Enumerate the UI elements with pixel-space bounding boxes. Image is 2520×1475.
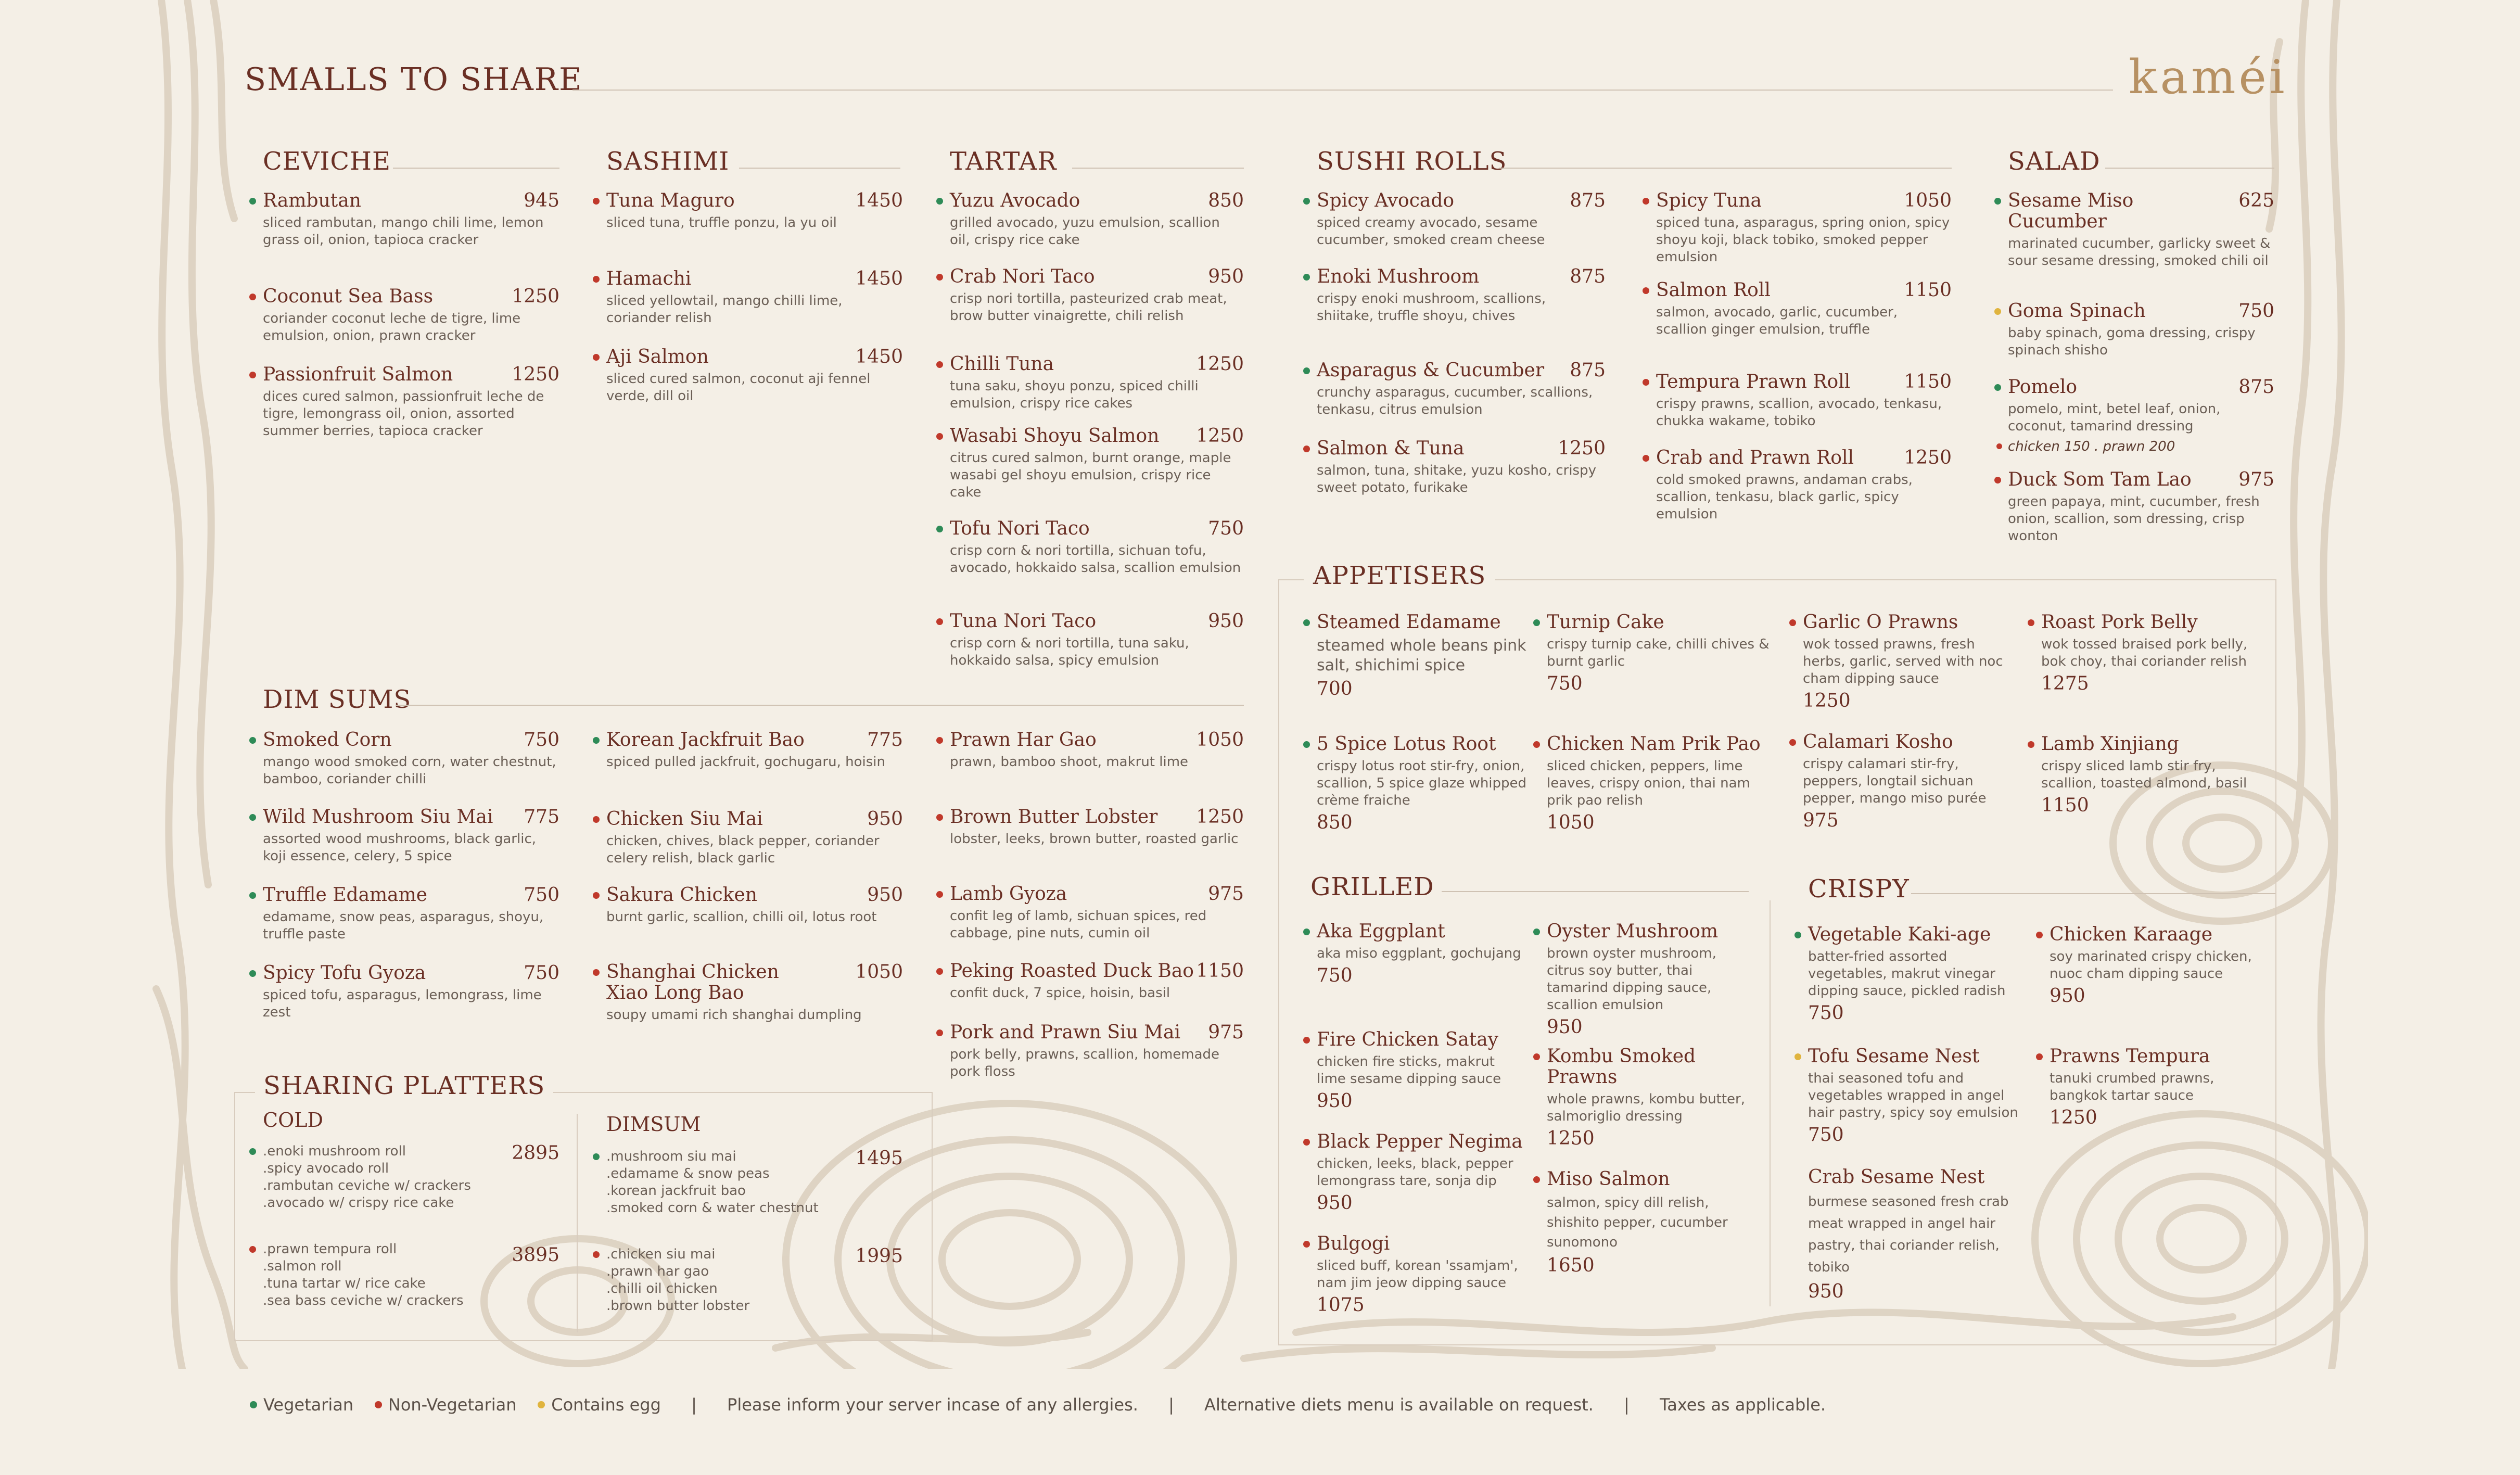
- platter-item: 1995 .chicken siu mai .prawn har gao .chilli oil chicken .brown butter lobster: [606, 1246, 903, 1315]
- nonveg-dot-icon: [936, 891, 943, 898]
- menu-item: Chicken Siu Mai 950 chicken, chives, black pepper, coriander celery relish, black garlic: [606, 809, 903, 867]
- veg-dot-icon: [1303, 274, 1310, 281]
- veg-dot-icon: [249, 814, 256, 821]
- section-title-dim-sums: DIM SUMS: [263, 685, 412, 714]
- section-title-tartar: TARTAR: [950, 147, 1057, 176]
- veg-dot-icon: [1994, 384, 2001, 391]
- platter-item: 2895 .enoki mushroom roll .spicy avocado roll .rambutan ceviche w/ crackers .avocado w/ crispy rice cake: [263, 1143, 559, 1212]
- menu-item: Tofu Nori Taco 750 crisp corn & nori tortilla, sichuan tofu, avocado, hokkaido salsa, scallion emulsion: [950, 518, 1244, 577]
- menu-item: Yuzu Avocado 850 grilled avocado, yuzu emulsion, scallion oil, crispy rice cake: [950, 190, 1244, 249]
- section-rule: [1911, 893, 2275, 894]
- menu-item: Aji Salmon 1450 sliced cured salmon, coconut aji fennel verde, dill oil: [606, 347, 903, 405]
- column-divider: [1770, 900, 1771, 1306]
- section-title-salad: SALAD: [2008, 147, 2101, 176]
- menu-item: Hamachi 1450 sliced yellowtail, mango chilli lime, coriander relish: [606, 269, 903, 327]
- legend-contains-egg: Contains egg: [538, 1395, 661, 1415]
- menu-item: Lamb Xinjiang crispy sliced lamb stir fry, scallion, toasted almond, basil 1150: [2041, 734, 2270, 816]
- platter-title-cold: COLD: [263, 1109, 323, 1131]
- menu-item: Wasabi Shoyu Salmon 1250 citrus cured salmon, burnt orange, maple wasabi gel shoyu emulsion, crispy rice cake: [950, 426, 1244, 501]
- menu-item: Turnip Cake crispy turnip cake, chilli chives & burnt garlic 750: [1547, 612, 1776, 694]
- menu-item: Shanghai Chicken Xiao Long Bao 1050 soupy umami rich shanghai dumpling: [606, 962, 903, 1024]
- section-rule: [1442, 891, 1749, 892]
- nonveg-dot-icon: [1533, 1176, 1540, 1183]
- section-title-appetisers: APPETISERS: [1304, 561, 1495, 590]
- menu-item: Oyster Mushroom brown oyster mushroom, citrus soy butter, thai tamarind dipping sauce, scallion emulsion 950: [1547, 921, 1755, 1038]
- veg-dot-icon: [936, 198, 943, 205]
- veg-dot-icon: [249, 1148, 256, 1155]
- nonveg-dot-icon: [1533, 1053, 1540, 1060]
- egg-dot-icon: [1994, 308, 2001, 315]
- nonveg-dot-icon: [1789, 619, 1796, 626]
- nonveg-dot-icon: [1303, 446, 1310, 452]
- veg-dot-icon: [1303, 929, 1310, 935]
- menu-item: Spicy Tuna 1050 spiced tuna, asparagus, spring onion, spicy shoyu koji, black tobiko, smoked pepper emulsion: [1656, 190, 1952, 266]
- nonveg-dot-icon: [2028, 741, 2034, 748]
- menu-item: Spicy Avocado 875 spiced creamy avocado, sesame cucumber, smoked cream cheese: [1317, 190, 1606, 249]
- egg-dot-icon: [1794, 1053, 1801, 1060]
- menu-item: Bulgogi sliced buff, korean 'ssamjam', nam jim jeow dipping sauce 1075: [1317, 1234, 1525, 1316]
- nonveg-dot-icon: [1643, 379, 1649, 386]
- nonveg-dot-icon: [593, 1251, 600, 1258]
- veg-dot-icon: [250, 1401, 257, 1408]
- platter-title-dimsum: DIMSUM: [606, 1113, 701, 1136]
- section-rule: [396, 705, 1244, 706]
- menu-item: Salmon & Tuna 1250 salmon, tuna, shitake, yuzu kosho, crispy sweet potato, furikake: [1317, 438, 1606, 497]
- menu-item: Sakura Chicken 950 burnt garlic, scallion, chilli oil, lotus root: [606, 885, 903, 926]
- footer-separator: |: [1624, 1395, 1630, 1415]
- section-title-sashimi: SASHIMI: [606, 147, 730, 176]
- menu-item: Tuna Maguro 1450 sliced tuna, truffle ponzu, la yu oil: [606, 190, 903, 232]
- menu-item: Prawns Tempura tanuki crumbed prawns, bangkok tartar sauce 1250: [2050, 1046, 2268, 1128]
- menu-item: Smoked Corn 750 mango wood smoked corn, water chestnut, bamboo, coriander chilli: [263, 730, 559, 788]
- menu-item: Crab Nori Taco 950 crisp nori tortilla, pasteurized crab meat, brow butter vinaigrette, chili relish: [950, 266, 1244, 325]
- page-title: SMALLS TO SHARE: [245, 61, 583, 98]
- veg-dot-icon: [1303, 619, 1310, 626]
- menu-item: Spicy Tofu Gyoza 750 spiced tofu, asparagus, lemongrass, lime zest: [263, 963, 559, 1021]
- menu-item: Garlic O Prawns wok tossed prawns, fresh herbs, garlic, served with noc cham dipping sauce 1250: [1803, 612, 2021, 711]
- veg-dot-icon: [1303, 198, 1310, 205]
- nonveg-dot-icon: [593, 276, 600, 283]
- nonveg-dot-icon: [1643, 287, 1649, 294]
- menu-item: Fire Chicken Satay chicken fire sticks, makrut lime sesame dipping sauce 950: [1317, 1029, 1525, 1112]
- veg-dot-icon: [1994, 198, 2001, 205]
- menu-item: Tempura Prawn Roll 1150 crispy prawns, scallion, avocado, tenkasu, chukka wakame, tobiko: [1656, 372, 1952, 430]
- nonveg-dot-icon: [936, 814, 943, 821]
- menu-item: Pomelo 875 pomelo, mint, betel leaf, onion, coconut, tamarind dressing chicken 150 . prawn 200: [2008, 377, 2274, 455]
- veg-dot-icon: [1533, 619, 1540, 626]
- section-title-sharing-platters: SHARING PLATTERS: [255, 1071, 553, 1100]
- menu-item: Lamb Gyoza 975 confit leg of lamb, sichuan spices, red cabbage, pine nuts, cumin oil: [950, 884, 1244, 942]
- menu-item: Korean Jackfruit Bao 775 spiced pulled jackfruit, gochugaru, hoisin: [606, 730, 903, 771]
- menu-item: Passionfruit Salmon 1250 dices cured salmon, passionfruit leche de tigre, lemongrass oil, onion, assorted summer berries, tapioca cracker: [263, 364, 559, 440]
- nonveg-dot-icon: [936, 737, 943, 744]
- menu-item-note: chicken 150 . prawn 200: [2008, 438, 2274, 455]
- allergy-note: Please inform your server incase of any allergies.: [727, 1395, 1138, 1415]
- menu-item: Peking Roasted Duck Bao 1150 confit duck, 7 spice, hoisin, basil: [950, 961, 1244, 1002]
- tax-note: Taxes as applicable.: [1659, 1395, 1826, 1415]
- section-title-ceviche: CEVICHE: [263, 147, 391, 176]
- menu-item: Crab Sesame Nest burmese seasoned fresh crab meat wrapped in angel hair pastry, thai coriander relish, tobiko 950: [1808, 1166, 2009, 1302]
- nonveg-dot-icon: [593, 969, 600, 976]
- nonveg-dot-icon: [936, 361, 943, 368]
- nonveg-dot-icon: [593, 892, 600, 899]
- nonveg-dot-icon: [936, 274, 943, 281]
- egg-dot-icon: [538, 1401, 545, 1408]
- menu-item: Chicken Karaage soy marinated crispy chicken, nuoc cham dipping sauce 950: [2050, 924, 2268, 1007]
- nonveg-dot-icon: [1789, 739, 1796, 746]
- menu-item: Vegetable Kaki-age batter-fried assorted vegetables, makrut vinegar dipping sauce, pickled radish 750: [1808, 924, 2027, 1024]
- menu-item: Salmon Roll 1150 salmon, avocado, garlic, cucumber, scallion ginger emulsion, truffle: [1656, 280, 1952, 338]
- menu-item: Pork and Prawn Siu Mai 975 pork belly, prawns, scallion, homemade pork floss: [950, 1022, 1244, 1080]
- brand-logo: kaméi: [2129, 50, 2288, 105]
- menu-item: Goma Spinach 750 baby spinach, goma dressing, crispy spinach shisho: [2008, 301, 2274, 359]
- nonveg-dot-icon: [593, 198, 600, 205]
- section-rule: [1072, 168, 1244, 169]
- veg-dot-icon: [593, 737, 600, 744]
- platter-item: 1495 .mushroom siu mai .edamame & snow peas .korean jackfruit bao .smoked corn & water chestnut: [606, 1148, 903, 1217]
- veg-dot-icon: [1303, 367, 1310, 374]
- section-rule: [739, 168, 900, 169]
- nonveg-dot-icon: [936, 433, 943, 440]
- nonveg-dot-icon: [936, 968, 943, 975]
- menu-item: Kombu Smoked Prawns whole prawns, kombu butter, salmoriglio dressing 1250: [1547, 1046, 1755, 1149]
- legend-non-vegetarian: Non-Vegetarian: [375, 1395, 517, 1415]
- nonveg-dot-icon: [1996, 443, 2002, 449]
- menu-item: Aka Eggplant aka miso eggplant, gochujang 750: [1317, 921, 1525, 986]
- nonveg-dot-icon: [1303, 1241, 1310, 1248]
- diet-note: Alternative diets menu is available on request.: [1204, 1395, 1594, 1415]
- header-rule: [572, 90, 2113, 91]
- nonveg-dot-icon: [1533, 741, 1540, 748]
- veg-dot-icon: [249, 198, 256, 205]
- nonveg-dot-icon: [2036, 1053, 2043, 1060]
- section-title-sushi-rolls: SUSHI ROLLS: [1317, 147, 1507, 176]
- menu-item: Asparagus & Cucumber 875 crunchy asparagus, cucumber, scallions, tenkasu, citrus emulsion: [1317, 360, 1606, 418]
- menu-item: 5 Spice Lotus Root crispy lotus root stir-fry, onion, scallion, 5 spice glaze whipped crème fraiche 850: [1317, 734, 1535, 833]
- menu-item: Duck Som Tam Lao 975 green papaya, mint, cucumber, fresh onion, scallion, som dressing, crisp wonton: [2008, 469, 2274, 545]
- veg-dot-icon: [249, 970, 256, 977]
- veg-dot-icon: [249, 892, 256, 899]
- nonveg-dot-icon: [375, 1401, 382, 1408]
- menu-item: Steamed Edamame steamed whole beans pink salt, shichimi spice 700: [1317, 612, 1535, 700]
- menu-item: Brown Butter Lobster 1250 lobster, leeks, brown butter, roasted garlic: [950, 807, 1244, 848]
- menu-item: Tuna Nori Taco 950 crisp corn & nori tortilla, tuna saku, hokkaido salsa, spicy emulsion: [950, 611, 1244, 669]
- menu-item: Miso Salmon salmon, spicy dill relish, shishito pepper, cucumber sunomono 1650: [1547, 1169, 1755, 1276]
- nonveg-dot-icon: [249, 372, 256, 378]
- menu-item: Rambutan 945 sliced rambutan, mango chili lime, lemon grass oil, onion, tapioca cracker: [263, 190, 559, 249]
- menu-item: Chilli Tuna 1250 tuna saku, shoyu ponzu, spiced chilli emulsion, crispy rice cakes: [950, 354, 1244, 412]
- platter-item: 3895 .prawn tempura roll .salmon roll .tuna tartar w/ rice cake .sea bass ceviche w/ crackers: [263, 1241, 559, 1309]
- menu-item: Black Pepper Negima chicken, leeks, black, pepper lemongrass tare, sonja dip 950: [1317, 1131, 1525, 1214]
- menu-item: Chicken Nam Prik Pao sliced chicken, peppers, lime leaves, crispy onion, thai nam prik pao relish 1050: [1547, 734, 1776, 833]
- menu-item: Coconut Sea Bass 1250 coriander coconut leche de tigre, lime emulsion, onion, prawn cracker: [263, 286, 559, 345]
- menu-item: Tofu Sesame Nest thai seasoned tofu and vegetables wrapped in angel hair pastry, spicy soy emulsion 750: [1808, 1046, 2027, 1146]
- section-title-crispy: CRISPY: [1808, 874, 1910, 904]
- menu-item: Roast Pork Belly wok tossed braised pork belly, bok choy, thai coriander relish 1275: [2041, 612, 2270, 694]
- column-divider: [577, 1114, 578, 1332]
- section-title-grilled: GRILLED: [1310, 872, 1434, 901]
- menu-item: Enoki Mushroom 875 crispy enoki mushroom, scallions, shiitake, truffle shoyu, chives: [1317, 266, 1606, 325]
- veg-dot-icon: [593, 1153, 600, 1160]
- veg-dot-icon: [1533, 929, 1540, 935]
- menu-item: Crab and Prawn Roll 1250 cold smoked prawns, andaman crabs, scallion, tenkasu, black garlic, spicy emulsion: [1656, 448, 1952, 523]
- nonveg-dot-icon: [593, 354, 600, 361]
- footer-separator: |: [1168, 1395, 1174, 1415]
- menu-item: Wild Mushroom Siu Mai 775 assorted wood mushrooms, black garlic, koji essence, celery, 5 spice: [263, 807, 559, 865]
- nonveg-dot-icon: [936, 1029, 943, 1036]
- veg-dot-icon: [936, 526, 943, 532]
- menu-item: Prawn Har Gao 1050 prawn, bamboo shoot, makrut lime: [950, 730, 1244, 771]
- nonveg-dot-icon: [1643, 455, 1649, 462]
- nonveg-dot-icon: [936, 618, 943, 625]
- nonveg-dot-icon: [1643, 198, 1649, 205]
- nonveg-dot-icon: [249, 294, 256, 300]
- nonveg-dot-icon: [2036, 932, 2043, 938]
- nonveg-dot-icon: [1994, 477, 2001, 484]
- footer-separator: |: [691, 1395, 697, 1415]
- menu-item: Truffle Edamame 750 edamame, snow peas, asparagus, shoyu, truffle paste: [263, 885, 559, 943]
- veg-dot-icon: [1794, 932, 1801, 938]
- veg-dot-icon: [249, 737, 256, 744]
- veg-dot-icon: [1303, 741, 1310, 748]
- nonveg-dot-icon: [1303, 1139, 1310, 1146]
- section-rule: [2105, 168, 2274, 169]
- section-rule: [393, 168, 559, 169]
- menu-item: Calamari Kosho crispy calamari stir-fry, peppers, longtail sichuan pepper, mango miso purée 975: [1803, 732, 2021, 831]
- nonveg-dot-icon: [593, 816, 600, 823]
- footer: [250, 1395, 1826, 1415]
- nonveg-dot-icon: [2028, 619, 2034, 626]
- menu-item: Sesame Miso Cucumber 625 marinated cucumber, garlicky sweet & sour sesame dressing, smoked chili oil: [2008, 190, 2274, 270]
- nonveg-dot-icon: [1303, 1037, 1310, 1044]
- legend-vegetarian: Vegetarian: [250, 1395, 353, 1415]
- section-rule: [1499, 168, 1952, 169]
- nonveg-dot-icon: [249, 1246, 256, 1253]
